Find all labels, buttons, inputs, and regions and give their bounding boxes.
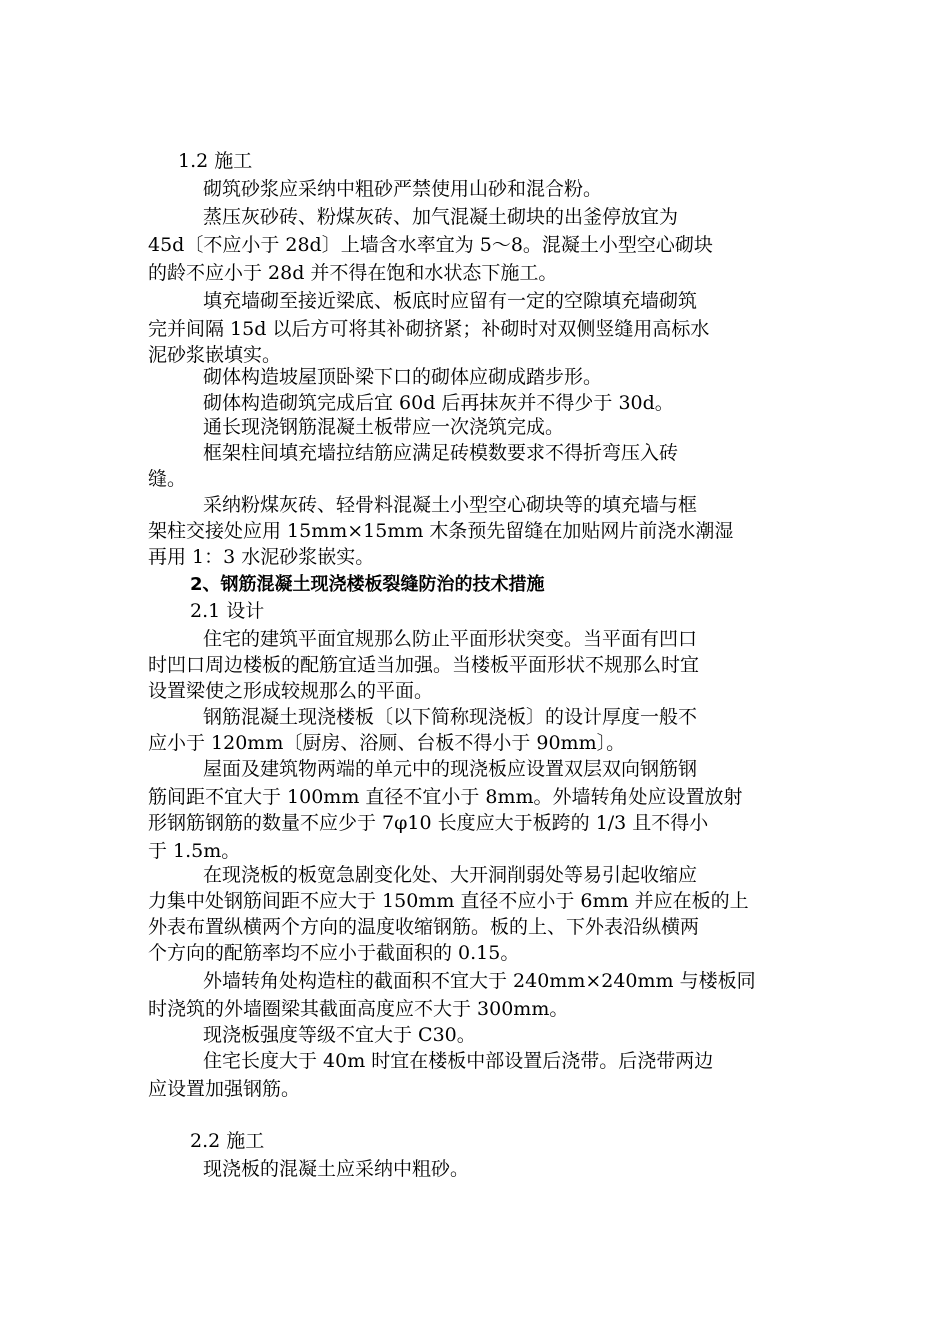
paragraph-line: 完并间隔 15d 以后方可将其补砌挤紧；补砌时对双侧竖缝用高标水: [148, 318, 710, 340]
paragraph-line: 再用 1：3 水泥砂浆嵌实。: [148, 546, 375, 568]
paragraph-line: 架柱交接处应用 15mm×15mm 木条预先留缝在加贴网片前浇水潮湿: [148, 520, 734, 542]
paragraph-line: 力集中处钢筋间距不应大于 150mm 直径不应小于 6mm 并应在板的上: [148, 890, 749, 912]
paragraph-line: 时浇筑的外墙圈梁其截面高度应不大于 300mm。: [148, 998, 569, 1020]
paragraph-line: 缝。: [148, 468, 187, 490]
paragraph-line: 外墙转角处构造柱的截面积不宜大于 240mm×240mm 与楼板同: [203, 970, 756, 992]
paragraph-line: 于 1.5m。: [148, 840, 241, 862]
paragraph-line: 筋间距不宜大于 100mm 直径不宜小于 8mm。外墙转角处应设置放射: [148, 786, 743, 808]
paragraph-line: 住宅的建筑平面宜规那么防止平面形状突变。当平面有凹口: [203, 628, 698, 650]
paragraph-line: 现浇板强度等级不宜大于 C30。: [203, 1024, 476, 1046]
paragraph-line: 砌筑砂浆应采纳中粗砂严禁使用山砂和混合粉。: [203, 178, 603, 200]
paragraph-line: 的龄不应小于 28d 并不得在饱和水状态下施工。: [148, 262, 558, 284]
section-heading-2: 2、钢筋混凝土现浇楼板裂缝防治的技术措施: [190, 574, 545, 595]
heading-2-2: 2.2 施工: [190, 1130, 265, 1152]
paragraph-line: 时凹口周边楼板的配筋宜适当加强。当楼板平面形状不规那么时宜: [148, 654, 700, 676]
paragraph-line: 钢筋混凝土现浇楼板〔以下简称现浇板〕的设计厚度一般不: [203, 706, 698, 728]
heading-2-1: 2.1 设计: [190, 600, 265, 622]
paragraph-line: 砌体构造坡屋顶卧梁下口的砌体应砌成踏步形。: [203, 366, 603, 388]
paragraph-line: 蒸压灰砂砖、粉煤灰砖、加气混凝土砌块的出釜停放宜为: [203, 206, 679, 228]
paragraph-line: 个方向的配筋率均不应小于截面积的 0.15。: [148, 942, 520, 964]
paragraph-line: 泥砂浆嵌填实。: [148, 344, 282, 366]
paragraph-line: 框架柱间填充墙拉结筋应满足砖模数要求不得折弯压入砖: [203, 442, 679, 464]
heading-1-2: 1.2 施工: [178, 150, 253, 172]
paragraph-line: 住宅长度大于 40m 时宜在楼板中部设置后浇带。后浇带两边: [203, 1050, 714, 1072]
paragraph-line: 填充墙砌至接近梁底、板底时应留有一定的空隙填充墙砌筑: [203, 290, 698, 312]
paragraph-line: 外表布置纵横两个方向的温度收缩钢筋。板的上、下外表沿纵横两: [148, 916, 700, 938]
paragraph-line: 形钢筋钢筋的数量不应少于 7φ10 长度应大于板跨的 1/3 且不得小: [148, 812, 709, 834]
paragraph-line: 应小于 120mm〔厨房、浴厕、台板不得小于 90mm〕。: [148, 732, 626, 754]
paragraph-line: 采纳粉煤灰砖、轻骨料混凝土小型空心砌块等的填充墙与框: [203, 494, 698, 516]
paragraph-line: 砌体构造砌筑完成后宜 60d 后再抹灰并不得少于 30d。: [203, 392, 674, 414]
paragraph-line: 在现浇板的板宽急剧变化处、大开洞削弱处等易引起收缩应: [203, 864, 698, 886]
paragraph-line: 通长现浇钢筋混凝土板带应一次浇筑完成。: [203, 416, 565, 438]
paragraph-line: 设置梁使之形成较规那么的平面。: [148, 680, 434, 702]
paragraph-line: 45d〔不应小于 28d〕上墙含水率宜为 5～8。混凝土小型空心砌块: [148, 234, 713, 256]
paragraph-line: 现浇板的混凝土应采纳中粗砂。: [203, 1158, 470, 1180]
paragraph-line: 屋面及建筑物两端的单元中的现浇板应设置双层双向钢筋钢: [203, 758, 698, 780]
paragraph-line: 应设置加强钢筋。: [148, 1078, 301, 1100]
